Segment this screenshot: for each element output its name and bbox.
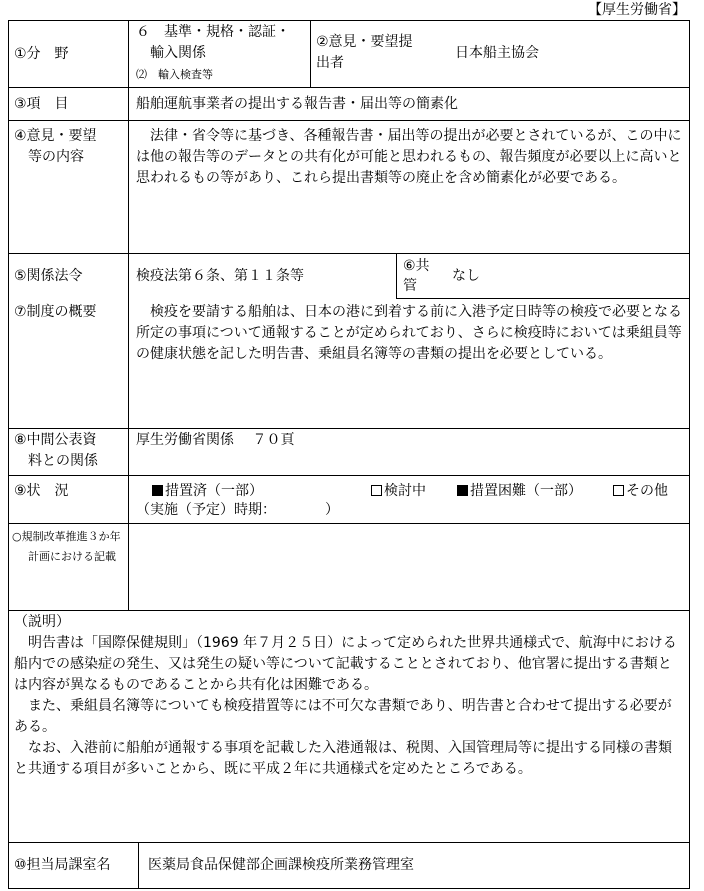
request-label-line2: 等の内容 [14, 149, 84, 165]
request-value: 法律・省令等に基づき、各種報告書・届出等の提出が必要とされているが、この中には他の報告等のデータとの共有化が可能と思われるもの、報告頻度が必要以上に高いと思われるもの等があり、これら提出書類等の廃止を含め簡素化が必要である。 [136, 128, 682, 186]
system-label: ⑦制度の概要 [14, 304, 97, 320]
item-value: 船舶運航事業者の提出する報告書・届出等の簡素化 [136, 96, 458, 112]
field-value-line1: ６ 基準・規格・認証・ [136, 24, 290, 40]
ministry-tag: 【厚生労働省】 [588, 2, 686, 18]
checkbox-empty-icon [613, 485, 624, 496]
status-option-difficult-label: 措置困難（一部） [470, 483, 582, 499]
plan-label-line1: ○規制改革推進３か年 [12, 530, 121, 543]
laws-label: ⑤関係法令 [14, 268, 83, 284]
status-option-under-review-label: 検討中 [384, 483, 426, 499]
interim-value: 厚生労働省関係 ７０頁 [136, 432, 295, 448]
checkbox-checked-icon [457, 485, 468, 496]
field-value-line2: 輸入関係 [136, 45, 206, 61]
status-date-line: （実施（予定）時期： ） [136, 502, 339, 518]
explanation-paragraph-3: なお、入港前に船舶が通報する事項を記載した入港通報は、税関、入国管理局等に提出する同様の書類と共通する項目が多いことから、既に平成２年に共通様式を定めたところである。 [14, 740, 672, 777]
explanation-heading: （説明） [14, 614, 70, 630]
explanation-paragraph-1: 明告書は「国際保健規則」（1969 年７月２５日）によって定められた世界共通様式で、航海中における船内での感染症の発生、又は発生の疑い等について記載することとされており、他官署に提出する書類とは内容が異なるものであることから共有化は困難である。 [14, 635, 677, 693]
laws-value: 検疫法第６条、第１１条等 [136, 268, 304, 284]
interim-label-line1: ⑧中間公表資 [14, 432, 97, 448]
interim-label-line2: 料との関係 [14, 453, 98, 469]
office-value: 医薬局食品保健部企画課検疫所業務管理室 [148, 857, 414, 873]
requester-label-line2: 出者 [316, 55, 344, 71]
status-option-other[interactable] [613, 481, 668, 502]
request-label-line1: ④意見・要望 [14, 128, 97, 144]
plan-label-line2: 計画における記載 [28, 550, 116, 563]
status-label: ⑨状 況 [14, 483, 69, 499]
field-label: ①分 野 [14, 46, 69, 62]
checkbox-checked-icon [152, 485, 163, 496]
joint-label-line2: 管 [403, 278, 417, 294]
joint-value: なし [452, 268, 480, 284]
requester-value: 日本船主協会 [455, 45, 539, 61]
status-option-under-review[interactable] [371, 481, 426, 502]
status-option-other-label: その他 [626, 483, 668, 499]
status-option-difficult[interactable] [457, 481, 582, 502]
joint-label-line1: ⑥共 [403, 258, 430, 274]
office-label: ⑩担当局課室名 [14, 857, 111, 873]
field-value-line3: ⑵ 輸入検査等 [136, 68, 213, 81]
status-option-implemented-label: 措置済（一部） [165, 483, 263, 499]
item-label: ③項 目 [14, 96, 69, 112]
requester-label-line1: ②意見・要望提 [316, 34, 413, 50]
explanation-paragraph-2: また、乗組員名簿等についても検疫措置等には不可欠な書類であり、明告書と合わせて提出する必要がある。 [14, 698, 672, 735]
status-option-implemented[interactable] [152, 481, 263, 502]
system-value: 検疫を要請する船舶は、日本の港に到着する前に入港予定日時等の検疫で必要となる所定の事項について通報することが定められており、さらに検疫時においては乗組員等の健康状態を記した明告書、乗組員名簿等の書類の提出を必要としている。 [136, 304, 682, 362]
checkbox-empty-icon [371, 485, 382, 496]
